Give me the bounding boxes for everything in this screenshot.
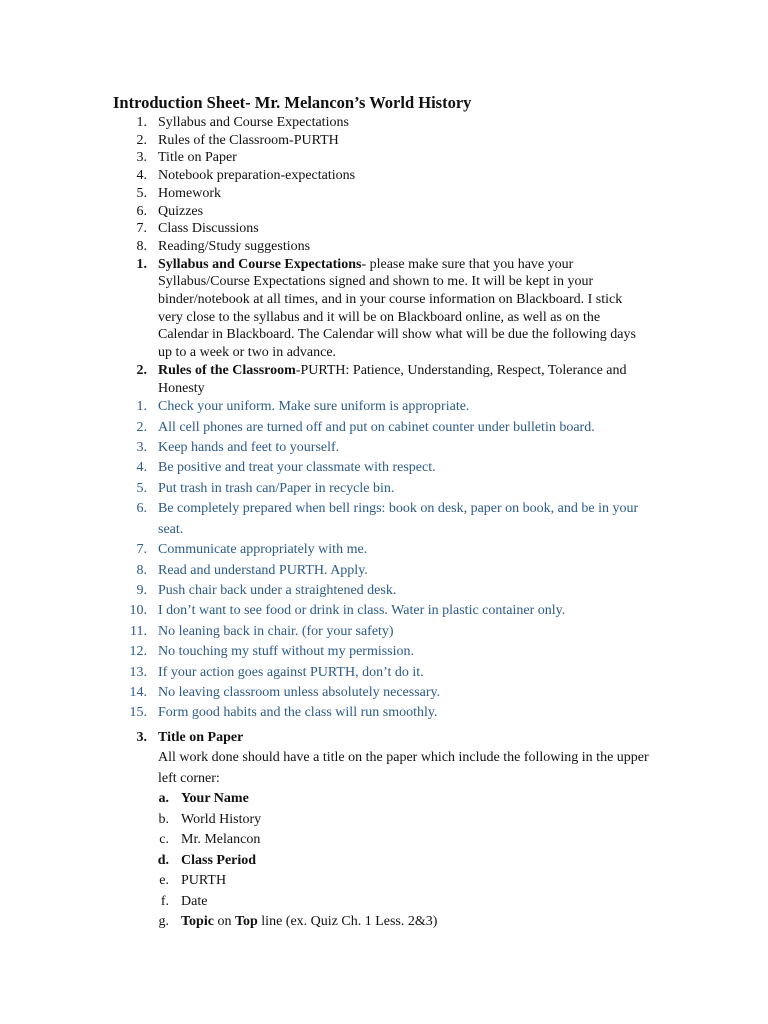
- rule-item: 15. Form good habits and the class will run smoothly.: [129, 705, 438, 721]
- toc-item: 4. Notebook preparation-expectations: [136, 168, 356, 184]
- rule-item: 4. Be positive and treat your classmate with respect.: [136, 460, 436, 476]
- rule-item: 14. No leaving classroom unless absolutely necessary.: [129, 684, 441, 700]
- toc-item: 1. Syllabus and Course Expectations: [136, 115, 349, 130]
- section-number: 1.: [136, 256, 147, 272]
- toc-item: 6. Quizzes: [136, 203, 204, 219]
- rules-list: [0, 397, 768, 724]
- rule-item: 10. I don’t want to see food or drink in class. Water in plastic container only.: [129, 603, 566, 619]
- section-body: -PURTH: Patience, Understanding, Respect, Tolerance and Honesty: [158, 362, 627, 396]
- rule-item: 13. If your action goes against PURTH, don’t do it.: [129, 664, 424, 680]
- document-title: Introduction Sheet- Mr. Melancon’s World History: [113, 93, 472, 112]
- section-heading: Syllabus and Course Expectations: [158, 256, 362, 272]
- toc-item: 8. Reading/Study suggestions: [136, 238, 311, 254]
- rule-item: 5. Put trash in trash can/Paper in recycle bin.: [136, 480, 395, 496]
- rule-item: 3. Keep hands and feet to yourself.: [136, 440, 340, 456]
- rule-item: 2. All cell phones are turned off and put on cabinet counter under bulletin board.: [136, 419, 595, 435]
- rule-item: 6. Be completely prepared when bell rings: book on desk, paper on book, and be in your seat.: [136, 501, 639, 537]
- section-rules: [0, 362, 768, 397]
- rule-item: 1. Check your uniform. Make sure uniform is appropriate.: [136, 399, 470, 415]
- title-item: e. PURTH: [159, 873, 227, 889]
- section-heading: Rules of the Classroom: [158, 362, 296, 378]
- toc-item: 7. Class Discussions: [136, 221, 259, 237]
- section-body: - please make sure that you have your Syllabus/Course Expectations signed and shown to me. It will be kept in your binder/notebook at all times, and in your course information on Blackboard. I stick very close to the syllabus and it will be on Blackboard online, as well as on the Calendar in Blackboard. The Calendar will show what will be due the following days up to a week or two in advance.: [158, 256, 636, 361]
- title-item: d. Class Period: [157, 852, 257, 868]
- rule-item: 11. No leaning back in chair. (for your safety): [130, 623, 394, 639]
- rule-item: 12. No touching my stuff without my permission.: [129, 644, 415, 660]
- title-item: a. Your Name: [158, 791, 249, 807]
- rule-item: 8. Read and understand PURTH. Apply.: [136, 562, 368, 578]
- section-body: All work done should have a title on the paper which include the following in the upper left corner:: [158, 750, 649, 786]
- toc-item: 5. Homework: [136, 185, 221, 201]
- title-item: f. Date: [160, 893, 208, 909]
- title-item: b. World History: [158, 811, 262, 827]
- section-syllabus: [0, 256, 768, 362]
- toc-item: 2. Rules of the Classroom-PURTH: [136, 132, 339, 148]
- rule-item: 7. Communicate appropriately with me.: [136, 542, 368, 558]
- toc-item: 3. Title on Paper: [136, 150, 237, 166]
- title-item: c. Mr. Melancon: [159, 832, 261, 848]
- section-heading: Title on Paper: [158, 729, 244, 745]
- toc-list: [0, 114, 768, 256]
- document-content: [0, 114, 768, 933]
- section-title-on-paper: [0, 728, 768, 933]
- section-number: 2.: [136, 362, 147, 378]
- rule-item: 9. Push chair back under a straightened desk.: [136, 582, 397, 598]
- title-item: g. Topic on Top line (ex. Quiz Ch. 1 Less. 2&3): [158, 914, 438, 930]
- section-number: 3.: [136, 729, 147, 745]
